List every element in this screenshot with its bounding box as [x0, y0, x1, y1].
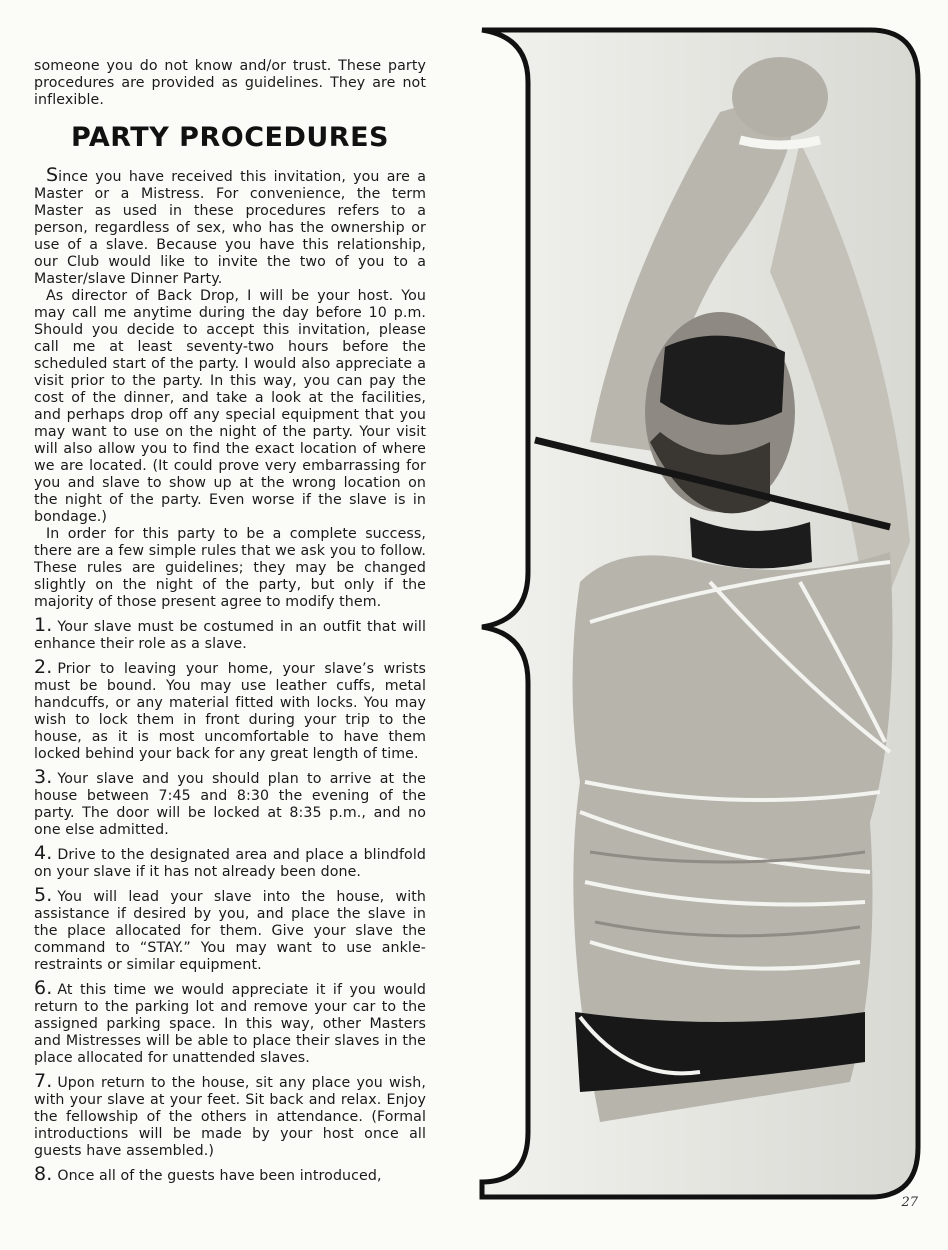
- intro-paragraph: someone you do not know and/or trust. These party procedures are provided as guidelines. They are not inflexible.: [34, 58, 426, 108]
- rule-number: 2.: [34, 656, 53, 678]
- photo-figure: [470, 22, 930, 1207]
- rule-text: Once all of the guests have been introduced,: [57, 1168, 382, 1184]
- rule-text: Your slave and you should plan to arrive at the house between 7:45 and 8:30 the evening of the party. The door will be locked at 8:35 p.m., and no one else admitted.: [34, 771, 426, 838]
- rule-number: 6.: [34, 977, 53, 999]
- rule-item: [34, 977, 426, 1067]
- rule-item: [34, 1163, 426, 1185]
- rule-text: You will lead your slave into the house, with assistance if desired by you, and place the slave in the place allocated for them. Give your slave the command to “STAY.” You may want to use ankle-restraints or similar equipment.: [34, 889, 426, 973]
- rule-text: Upon return to the house, sit any place you wish, with your slave at your feet. Sit back and relax. Enjoy the fellowship of the others in attendance. (Formal introductions will be made by your host once all guests have assembled.): [34, 1075, 426, 1159]
- page-number: 27: [901, 1195, 918, 1210]
- rule-item: [34, 842, 426, 881]
- rule-number: 5.: [34, 884, 53, 906]
- rule-number: 4.: [34, 842, 53, 864]
- photo-image: [470, 22, 930, 1207]
- rule-item: [34, 1070, 426, 1160]
- rule-number: 3.: [34, 766, 53, 788]
- paragraph-rules-intro: In order for this party to be a complete success, there are a few simple rules that we ask you to follow. These rules are guidelines; they may be changed slightly on the night of the party, but only if the majority of those present agree to modify them.: [34, 526, 426, 610]
- rule-number: 8.: [34, 1163, 53, 1185]
- paragraph-invitation-text: ince you have received this invitation, you are a Master or a Mistress. For convenience, the term Master as used in these procedures refers to a person, regardless of sex, who has the ownership or use of a slave. Because you have this relationship, our Club would like to invite the two of you to a Master/slave Dinner Party.: [34, 169, 426, 287]
- paragraph-host: As director of Back Drop, I will be your host. You may call me anytime during the day before 10 p.m. Should you decide to accept this invitation, please call me at least seventy-two hours before the scheduled start of the party. I would also appreciate a visit prior to the party. In this way, you can pay the cost of the dinner, and take a look at the facilities, and perhaps drop off any special equipment that you may want to use on the night of the party. Your visit will also allow you to find the exact location of where we are located. (It could prove very embarrassing for you and slave to show up at the wrong location on the night of the party. Even worse if the slave is in bondage.): [34, 288, 426, 525]
- article-column: [34, 58, 426, 1185]
- rule-text: Drive to the designated area and place a blindfold on your slave if it has not already been done.: [34, 847, 426, 880]
- page-heading: PARTY PROCEDURES: [71, 122, 389, 153]
- paragraph-invitation: [34, 164, 426, 288]
- rule-item: [34, 656, 426, 763]
- rule-item: [34, 614, 426, 653]
- rule-number: 1.: [34, 614, 53, 636]
- rule-item: [34, 766, 426, 839]
- rule-text: At this time we would appreciate it if you would return to the parking lot and remove your car to the assigned parking space. In this way, other Masters and Mistresses will be able to place their slaves in the place allocated for unattended slaves.: [34, 982, 426, 1066]
- rule-text: Your slave must be costumed in an outfit that will enhance their role as a slave.: [34, 619, 426, 652]
- drop-letter: S: [46, 164, 59, 186]
- rule-item: [34, 884, 426, 974]
- rule-number: 7.: [34, 1070, 53, 1092]
- photo-frame: [470, 22, 930, 1207]
- rule-text: Prior to leaving your home, your slave’s wrists must be bound. You may use leather cuffs, metal handcuffs, or any material fitted with locks. You may wish to lock them in front during your trip to the house, as it is most uncomfortable to have them locked behind your back for any great length of time.: [34, 661, 426, 762]
